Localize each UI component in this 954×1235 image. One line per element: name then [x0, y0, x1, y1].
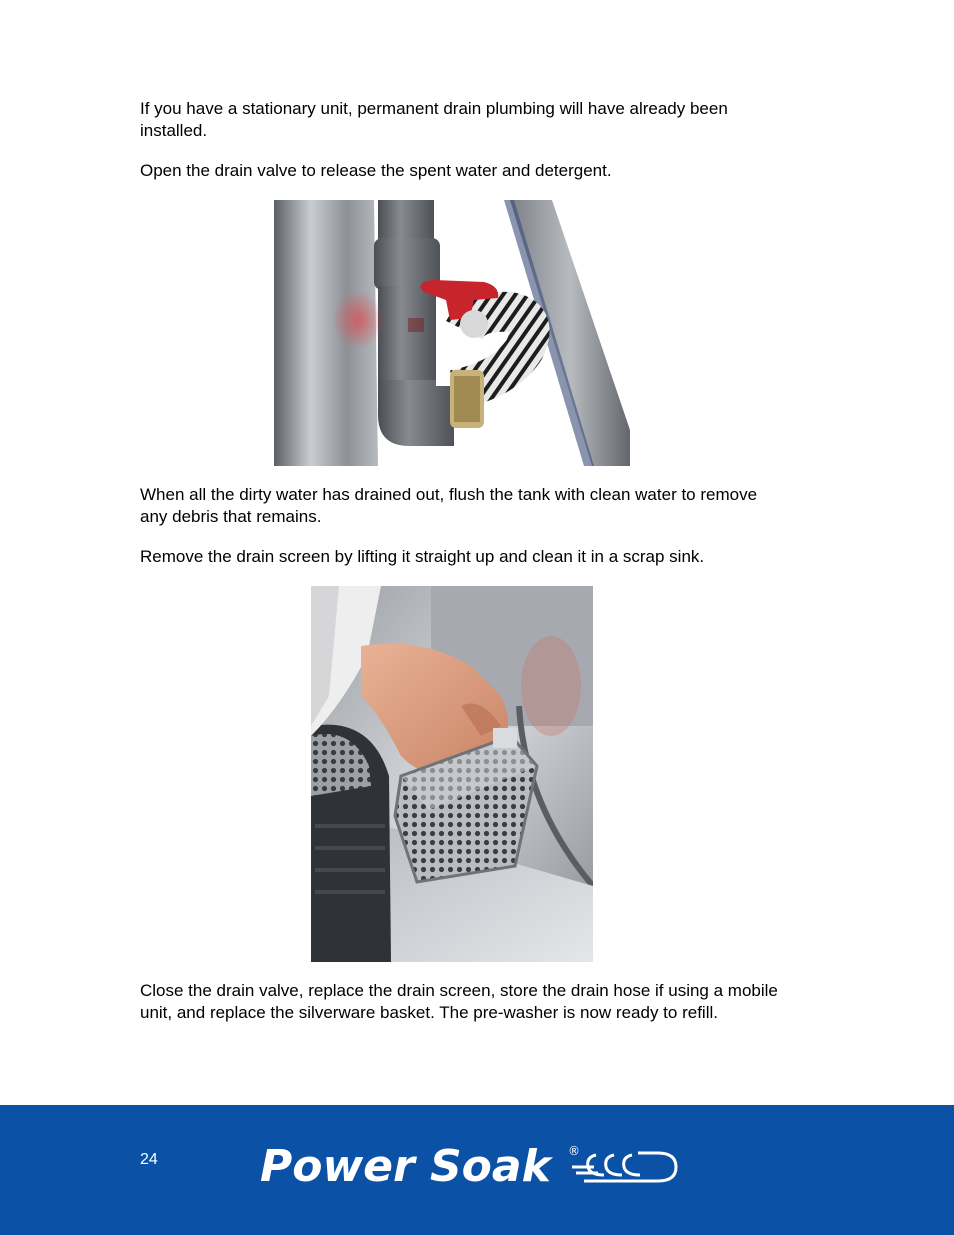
flush-tank-paragraph: When all the dirty water has drained out, flush the tank with clean water to remove any debris that remains. [140, 485, 758, 526]
logo-waves-icon [572, 1153, 676, 1181]
footer-band [0, 1105, 954, 1235]
remove-screen-paragraph: Remove the drain screen by lifting it straight up and clean it in a scrap sink. [140, 547, 705, 566]
drain-valve-photo [274, 200, 630, 466]
logo-wordmark: Power Soak [260, 1141, 551, 1192]
registered-mark: ® [568, 1144, 580, 1158]
power-soak-logo [258, 1133, 688, 1193]
page-number: 24 [140, 1151, 158, 1168]
closing-paragraph: Close the drain valve, replace the drain screen, store the drain hose if using a mobile unit, and replace the silverware basket. The pre-washer is now ready to refill. [140, 981, 778, 1022]
drain-screen-photo [311, 586, 593, 962]
intro-paragraph: If you have a stationary unit, permanent drain plumbing will have already been installed. [140, 99, 728, 140]
drain-valve-instruction: Open the drain valve to release the spent water and detergent. [140, 161, 612, 180]
